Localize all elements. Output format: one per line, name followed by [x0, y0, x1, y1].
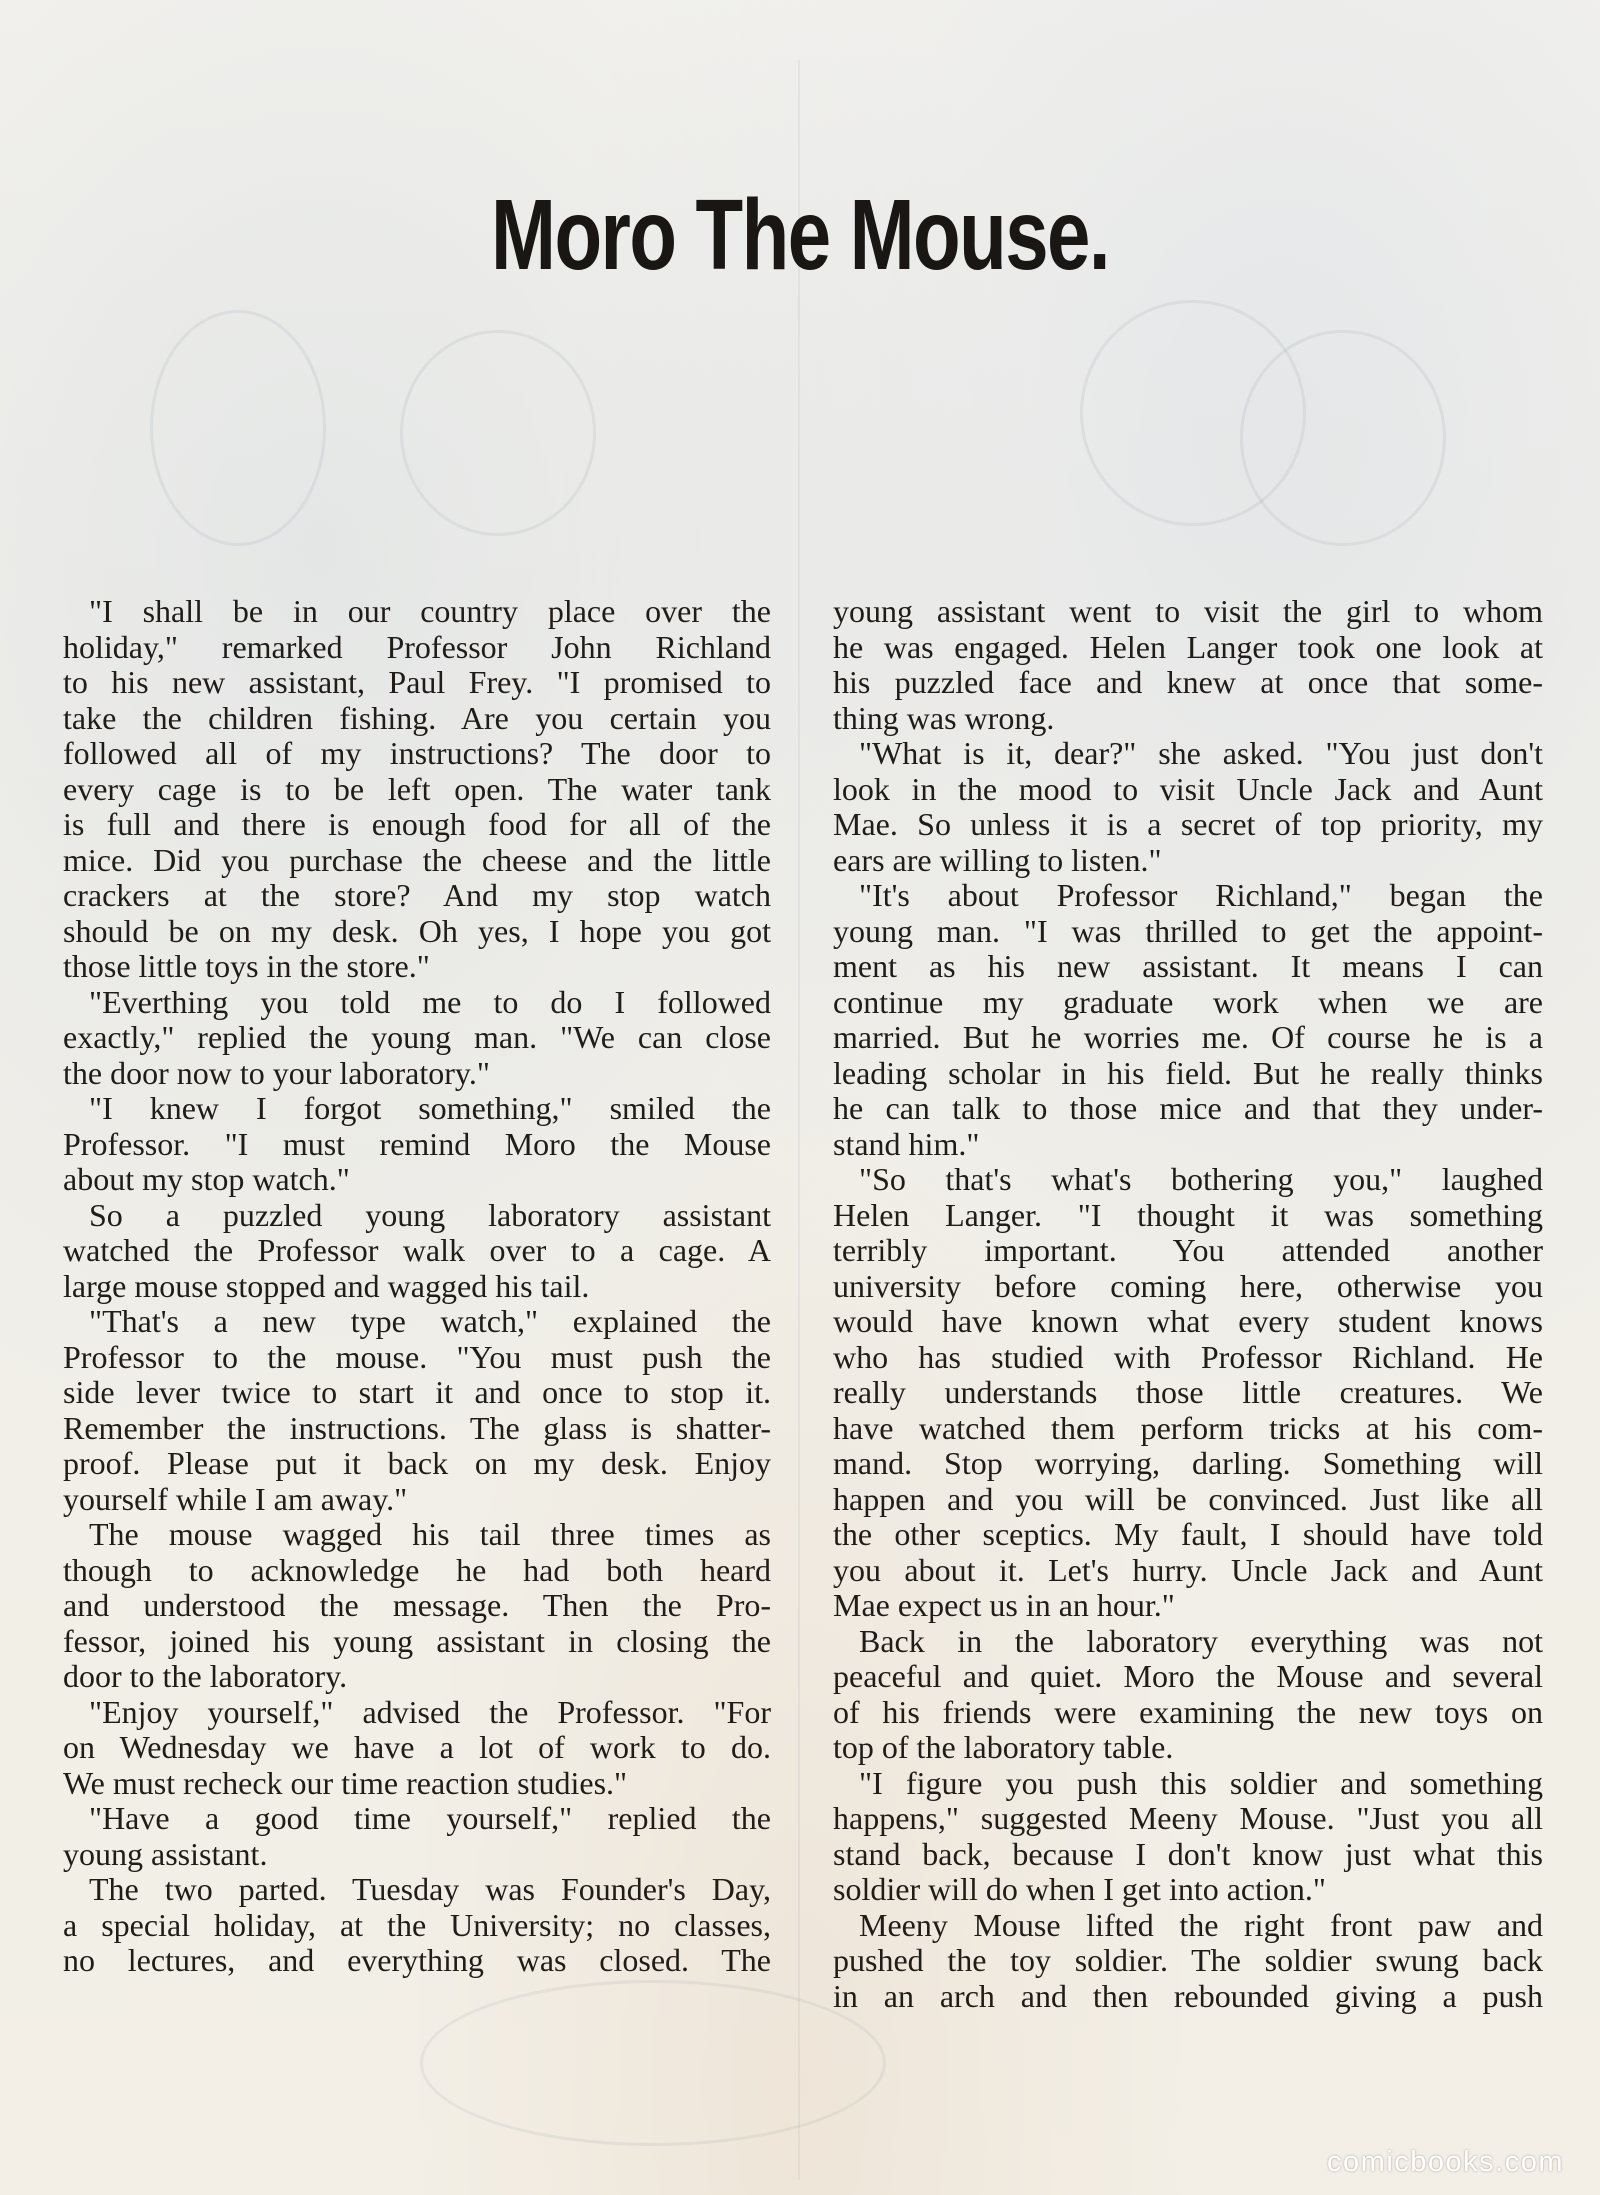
text-line: his puzzled face and knew at once that some-: [833, 664, 1543, 700]
text-line: We must recheck our time reaction studies.": [63, 1764, 628, 1801]
text-line: The two parted. Tuesday was Founder's Day,: [89, 1871, 771, 1907]
text-line: on Wednesday we have a lot of work to do.: [63, 1729, 771, 1765]
text-line: and understood the message. Then the Pro-: [63, 1587, 771, 1623]
text-line: continue my graduate work when we are: [833, 983, 1543, 1020]
text-line: Helen Langer. "I thought it was something: [833, 1196, 1543, 1233]
text-line: university before coming here, otherwise you: [833, 1267, 1543, 1304]
text-line: of his friends were examining the new toys on: [833, 1693, 1543, 1730]
text-line: Professor to the mouse. "You must push the: [63, 1338, 771, 1375]
text-line: yourself while I am away.": [63, 1480, 408, 1517]
text-line: "Have a good time yourself," replied the: [89, 1800, 771, 1836]
text-line: about my stop watch.": [63, 1161, 350, 1197]
text-line: take the children fishing. Are you certain you: [63, 699, 771, 736]
text-line: stand back, because I don't know just what this: [833, 1835, 1543, 1872]
text-line: crackers at the store? And my stop watch: [63, 877, 771, 913]
text-line: pushed the toy soldier. The soldier swung back: [833, 1942, 1543, 1978]
text-line: "So that's what's bothering you," laughed: [859, 1161, 1543, 1197]
text-line: who has studied with Professor Richland. He: [833, 1338, 1543, 1375]
text-line: in an arch and then rebounded giving a push: [833, 1977, 1543, 2014]
text-line: "Enjoy yourself," advised the Professor. "For: [89, 1693, 771, 1730]
text-line: fessor, joined his young assistant in closing the: [63, 1622, 771, 1659]
text-line: Professor. "I must remind Moro the Mouse: [63, 1125, 771, 1162]
left-text-column: [63, 594, 771, 1979]
text-line: young man. "I was thrilled to get the appoint-: [833, 912, 1543, 949]
text-line: have watched them perform tricks at his com-: [833, 1409, 1543, 1446]
text-line: no lectures, and everything was closed. The: [63, 1942, 771, 1978]
text-line: holiday," remarked Professor John Richland: [63, 628, 771, 665]
text-line: "What is it, dear?" she asked. "You just don't: [859, 735, 1543, 771]
text-line: young assistant.: [63, 1835, 268, 1872]
site-watermark: comicbooks.com: [1327, 2146, 1564, 2178]
column-divider: [798, 60, 800, 2180]
text-line: So a puzzled young laboratory assistant: [89, 1196, 771, 1233]
text-line: door to the laboratory.: [63, 1658, 348, 1694]
text-line: Mae expect us in an hour.": [833, 1587, 1175, 1623]
text-line: Remember the instructions. The glass is shatter-: [63, 1409, 771, 1446]
background-cartoon-figure: [1240, 330, 1446, 546]
text-line: really understands those little creatures. We: [833, 1374, 1543, 1410]
text-line: side lever twice to start it and once to stop it.: [63, 1374, 771, 1410]
text-line: "It's about Professor Richland," began the: [859, 877, 1543, 913]
background-cartoon-figure: [420, 1980, 886, 2146]
text-line: is full and there is enough food for all of the: [63, 806, 771, 842]
text-line: watched the Professor walk over to a cage. A: [63, 1232, 771, 1268]
text-line: would have known what every student knows: [833, 1303, 1543, 1339]
text-line: a special holiday, at the University; no classes,: [63, 1906, 771, 1943]
text-line: top of the laboratory table.: [833, 1729, 1174, 1765]
text-line: to his new assistant, Paul Frey. "I promised to: [63, 664, 771, 700]
text-line: Mae. So unless it is a secret of top priority, my: [833, 806, 1543, 842]
text-line: "Everthing you told me to do I followed: [89, 983, 771, 1020]
right-text-column: [833, 594, 1543, 2014]
background-cartoon-figure: [150, 310, 326, 546]
text-line: though to acknowledge he had both heard: [63, 1551, 771, 1588]
text-line: large mouse stopped and wagged his tail.: [63, 1267, 590, 1304]
text-line: "I shall be in our country place over the: [89, 593, 771, 629]
text-line: look in the mood to visit Uncle Jack and Aunt: [833, 770, 1543, 807]
text-line: happen and you will be convinced. Just like all: [833, 1480, 1543, 1517]
text-line: "That's a new type watch," explained the: [89, 1303, 771, 1339]
background-cartoon-figure: [400, 330, 596, 536]
text-line: "I figure you push this soldier and something: [859, 1764, 1543, 1801]
text-line: leading scholar in his field. But he really thinks: [833, 1054, 1543, 1091]
text-line: peaceful and quiet. Moro the Mouse and several: [833, 1658, 1543, 1694]
text-line: followed all of my instructions? The door to: [63, 735, 771, 771]
text-line: should be on my desk. Oh yes, I hope you got: [63, 912, 771, 949]
background-cartoon-figure: [1080, 300, 1306, 526]
text-line: he can talk to those mice and that they under-: [833, 1090, 1543, 1126]
text-line: soldier will do when I get into action.": [833, 1871, 1326, 1907]
text-line: Meeny Mouse lifted the right front paw and: [859, 1906, 1543, 1943]
text-line: exactly," replied the young man. "We can close: [63, 1019, 771, 1055]
text-line: happens," suggested Meeny Mouse. "Just you all: [833, 1800, 1543, 1836]
text-line: terribly important. You attended another: [833, 1232, 1543, 1268]
text-line: those little toys in the store.": [63, 948, 430, 984]
story-title: Moro The Mouse.: [491, 179, 1109, 291]
text-line: married. But he worries me. Of course he is a: [833, 1019, 1543, 1055]
text-line: "I knew I forgot something," smiled the: [89, 1090, 771, 1126]
text-line: proof. Please put it back on my desk. Enjoy: [63, 1445, 771, 1481]
text-line: the other sceptics. My fault, I should have told: [833, 1516, 1543, 1552]
text-line: thing was wrong.: [833, 699, 1055, 736]
text-line: mice. Did you purchase the cheese and the little: [63, 841, 771, 878]
text-line: stand him.": [833, 1125, 980, 1162]
text-line: the door now to your laboratory.": [63, 1054, 490, 1091]
text-line: The mouse wagged his tail three times as: [89, 1516, 771, 1552]
text-line: every cage is to be left open. The water tank: [63, 770, 771, 807]
text-line: mand. Stop worrying, darling. Something will: [833, 1445, 1543, 1481]
text-line: he was engaged. Helen Langer took one look at: [833, 628, 1543, 665]
text-line: young assistant went to visit the girl to whom: [833, 593, 1543, 629]
text-line: ment as his new assistant. It means I can: [833, 948, 1543, 984]
text-line: ears are willing to listen.": [833, 841, 1162, 878]
text-line: you about it. Let's hurry. Uncle Jack and Aunt: [833, 1551, 1543, 1588]
text-line: Back in the laboratory everything was not: [859, 1622, 1543, 1659]
